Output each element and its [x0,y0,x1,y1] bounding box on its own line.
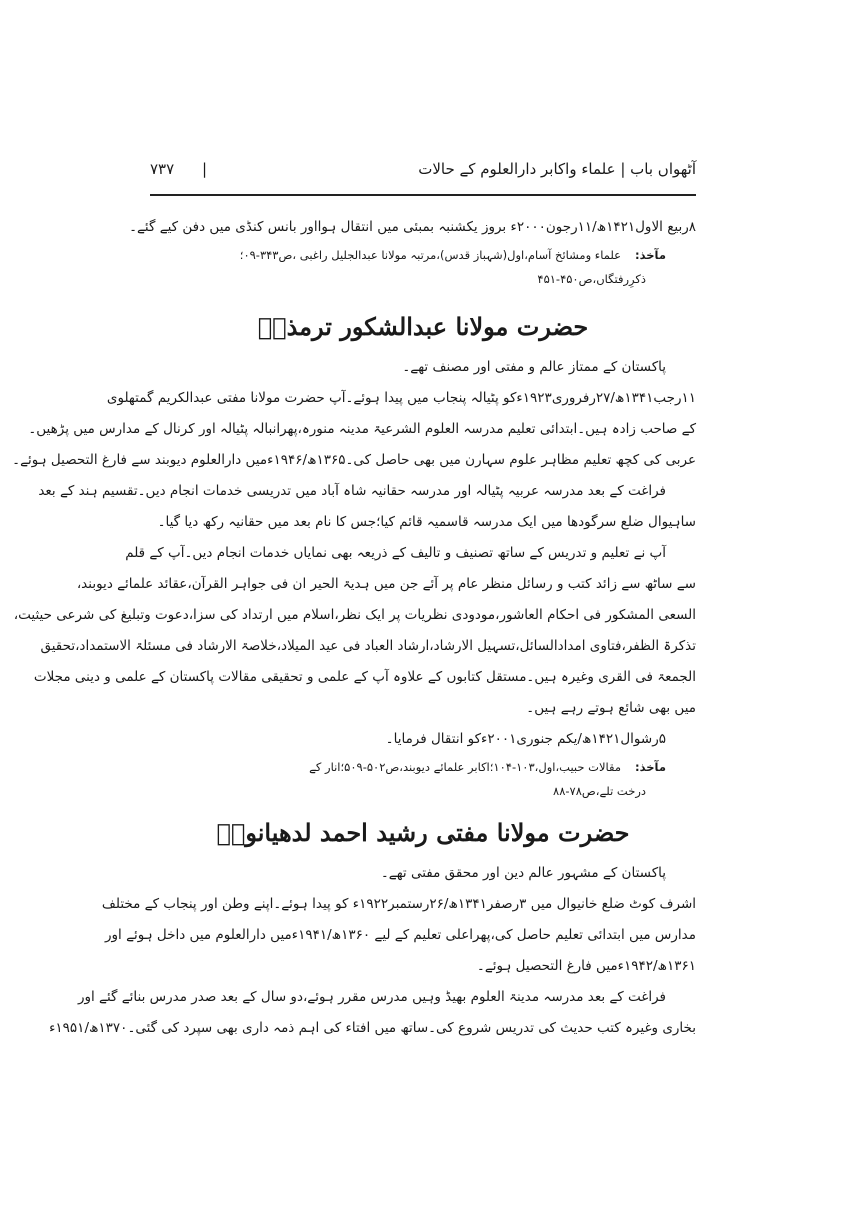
paragraph-line: تذکرۃ الظفر،فتاوی امدادالسائل،تسہیل الارشاد،ارشاد العباد فی عید المیلاد،خلاصۃ الارشاد فی مسئلۃ الاستمداد،تحقیق [40,638,696,654]
paragraph-line: مدارس میں ابتدائی تعلیم حاصل کی،پھراعلی تعلیم کے لیے ۱۳۶۰ھ/۱۹۴۱ءمیں دارالعلوم میں داخل ہوئے اور [105,927,696,943]
section-heading: حضرت مولانا مفتی رشید احمد لدھیانویؒ [216,818,630,847]
source-entry [150,755,696,779]
paragraph-line: بخاری وغیرہ کتب حدیث کی تدریس شروع کی۔ساتھ میں افتاء کی اہم ذمہ داری بھی سپرد کی گئی۔۱۳۷۰ھ/۱۹۵۱ء [49,1020,696,1036]
paragraph-line: اشرف کوٹ ضلع خانیوال میں ۳رصفر۱۳۴۱ھ/۲۶رستمبر۱۹۲۲ء کو پیدا ہوئے۔اپنے وطن اور پنجاب کے مختلف [101,896,696,912]
source-text: مقالات حبیب،اول،۱۰۳-۱۰۴؛اکابر علمائے دیوبند،ص۵۰۲-۵۰۹؛انار کے [309,760,622,774]
source-label: مآخذ: [635,248,666,262]
paragraph-line: الجمعۃ فی القری وغیرہ ہیں۔مستقل کتابوں کے علاوہ آپ کے علمی و تحقیقی مقالات پاکستان کے علمی و دینی مجلات [33,669,696,685]
paragraph-line: میں بھی شائع ہوتے رہے ہیں۔ [526,700,696,716]
running-header [150,160,696,190]
paragraph-line: ۵رشوال۱۴۲۱ھ/یکم جنوری۲۰۰۱ءکو انتقال فرمایا۔ [385,731,666,747]
paragraph-line: پاکستان کے ممتاز عالم و مفتی اور مصنف تھے۔ [402,359,666,375]
paragraph-line: عربی کی کچھ تعلیم مظاہر علوم سہارن میں بھی حاصل کی۔۱۳۶۵ھ/۱۹۴۶ءمیں دارالعلوم دیوبند سے فارغ التحصیل ہوئے۔ [12,452,696,468]
paragraph-line: ۱۳۶۱ھ/۱۹۴۲ءمیں فارغ التحصیل ہوئے۔ [476,958,696,974]
paragraph-line: ۱۱رجب۱۳۴۱ھ/۲۷رفروری۱۹۲۳ءکو پٹیالہ پنجاب میں پیدا ہوئے۔آپ حضرت مولانا مفتی عبدالکریم گمتھلوی [106,390,696,406]
paragraph-line: ساہیوال ضلع سرگودھا میں ایک مدرسہ قاسمیہ قائم کیا؛جس کا نام بعد میں حقانیہ رکھ دیا گیا۔ [157,514,696,530]
note-line: ۸ربیع الاول۱۴۲۱ھ/۱۱رجون۲۰۰۰ء بروز یکشنبہ بمبئی میں انتقال ہوااور بانس کنڈی میں دفن کیے گئے۔ [129,219,696,235]
chapter-title: آٹھواں باب | علماء واکابر دارالعلوم کے حالات [418,160,696,178]
header-rule [150,194,696,196]
paragraph-line: آپ نے تعلیم و تدریس کے ساتھ تصنیف و تالیف کے ذریعہ بھی نمایاں خدمات انجام دیں۔آپ کے قلم [125,545,666,561]
section-heading: حضرت مولانا عبدالشکور ترمذیؒ [257,312,589,341]
paragraph-line: فراغت کے بعد مدرسہ عربیہ پٹیالہ اور مدرسہ حقانیہ شاہ آباد میں تدریسی خدمات انجام دیں۔تقسیم ہند کے بعد [38,483,666,499]
paragraph-line: پاکستان کے مشہور عالم دین اور محقق مفتی تھے۔ [380,865,666,881]
source-entry [150,243,696,267]
source-text: علماء ومشائخ آسام،اول(شہباز قدس)،مرتبہ مولانا عبدالجلیل راغبی ،ص۳۴۳-۰۹؛ [239,248,622,262]
paragraph-line: کے صاحب زادہ ہیں۔ابتدائی تعلیم مدرسہ العلوم الشرعیۃ مدینہ منورہ،پھرانبالہ پٹیالہ اور کرنال کے مدارس میں پڑھیں۔ [28,421,696,437]
section-ludhianvi [49,808,696,1044]
source-text-continued: ذکرِرفتگاں،ص۴۵۰-۴۵۱ [537,272,646,286]
page-number: ۷۳۷ [150,160,175,178]
section-tirmizi [12,302,696,803]
header-separator: | [202,160,208,178]
source-label: مآخذ: [635,760,666,774]
top-note [129,212,696,291]
paragraph-line: سے ساٹھ سے زائد کتب و رسائل منظر عام پر آئے جن میں ہدیۃ الحیر ان فی جواہر القرآن،عقائد علمائے دیوبند، [76,576,696,592]
paragraph-line: السعی المشکور فی احکام العاشور،مودودی نظریات پر ایک نظر،اسلام میں ارتداد کی سزا،دعوت وتبلیغ کی شرعی حیثیت، [13,607,696,623]
source-text-continued: درخت تلے،ص۷۸-۸۸ [553,784,646,798]
paragraph-line: فراغت کے بعد مدرسہ مدینۃ العلوم بھیڈ وہیں مدرس مقرر ہوئے،دو سال کے بعد صدر مدرس بنائے گئے اور [77,989,666,1005]
